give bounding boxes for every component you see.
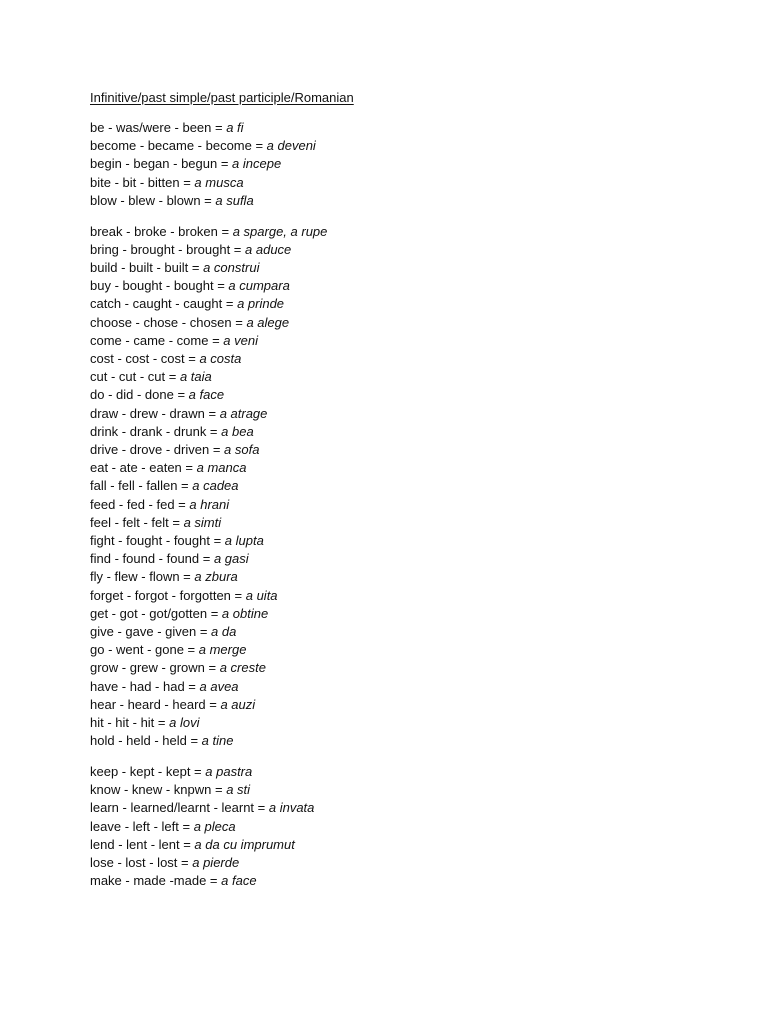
romanian-translation: a pastra	[205, 763, 253, 779]
romanian-translation: a zbura	[194, 569, 238, 585]
verb-entry	[90, 641, 730, 659]
verb-entry	[90, 459, 730, 477]
romanian-translation: a manca	[196, 460, 247, 476]
romanian-translation: a obtine	[221, 605, 269, 621]
verb-entry	[90, 119, 730, 137]
verb-entry	[90, 314, 730, 332]
romanian-translation: a da	[211, 623, 237, 639]
romanian-translation: a costa	[199, 350, 242, 366]
romanian-translation: a veni	[223, 332, 258, 348]
verb-entry	[90, 368, 730, 386]
verb-entry	[90, 155, 730, 173]
verb-forms: be - was/were - been =	[90, 120, 227, 135]
verb-entry	[90, 854, 730, 872]
verb-entry	[90, 818, 730, 836]
verb-forms: choose - chose - chosen =	[90, 314, 247, 330]
verb-forms: feed - fed - fed =	[90, 496, 190, 512]
verb-forms: feel - felt - felt =	[90, 514, 184, 530]
romanian-translation: a fi	[226, 120, 244, 135]
romanian-translation: a simti	[183, 514, 222, 530]
romanian-translation: a lovi	[169, 715, 200, 730]
romanian-translation: a auzi	[220, 696, 256, 712]
romanian-translation: a pierde	[192, 854, 240, 870]
romanian-translation: a construi	[203, 259, 260, 275]
verb-forms: hit - hit - hit =	[90, 715, 170, 730]
romanian-translation: a face	[188, 387, 225, 403]
verb-entry	[90, 678, 730, 696]
verb-forms: forget - forgot - forgotten =	[90, 587, 246, 603]
verb-forms: grow - grew - grown =	[90, 660, 220, 676]
verb-group	[90, 119, 730, 210]
verb-entry	[90, 587, 730, 605]
romanian-translation: a sufla	[215, 192, 254, 208]
verb-entry	[90, 714, 730, 732]
romanian-translation: a bea	[221, 423, 254, 439]
verb-entry	[90, 696, 730, 714]
romanian-translation: a musca	[194, 174, 244, 190]
romanian-translation: a sofa	[224, 441, 260, 457]
verb-forms: learn - learned/learnt - learnt =	[90, 800, 269, 816]
verb-forms: keep - kept - kept =	[90, 763, 206, 779]
verb-entry	[90, 836, 730, 854]
romanian-translation: a da cu imprumut	[194, 836, 295, 852]
verb-entry	[90, 763, 730, 781]
verb-entry	[90, 386, 730, 404]
verb-forms: eat - ate - eaten =	[90, 460, 197, 476]
verb-forms: bring - brought - brought =	[90, 241, 246, 257]
verb-forms: give - gave - given =	[90, 623, 212, 639]
verb-group	[90, 763, 730, 890]
verb-entry	[90, 623, 730, 641]
verb-entry	[90, 732, 730, 750]
verb-forms: go - went - gone =	[90, 642, 199, 658]
verb-forms: fight - fought - fought =	[90, 532, 225, 548]
verb-forms: do - did - done =	[90, 387, 189, 403]
verb-forms: build - built - built =	[90, 259, 204, 275]
romanian-translation: a creste	[219, 660, 266, 676]
romanian-translation: a sti	[226, 782, 251, 798]
verb-forms: drink - drank - drunk =	[90, 423, 222, 439]
verb-entry	[90, 514, 730, 532]
document-page	[90, 89, 730, 903]
romanian-translation: a incepe	[232, 156, 282, 172]
verb-forms: hold - held - held =	[90, 733, 202, 749]
verb-forms: find - found - found =	[90, 551, 214, 567]
verb-forms: lend - lent - lent =	[90, 836, 195, 852]
verb-forms: make - made -made =	[90, 873, 222, 889]
romanian-translation: a deveni	[266, 138, 316, 154]
romanian-translation: a taia	[179, 369, 212, 385]
document-title: Infinitive/past simple/past participle/Romanian	[90, 90, 354, 105]
romanian-translation: a cumpara	[228, 278, 290, 294]
verb-entry	[90, 192, 730, 210]
romanian-translation: a alege	[246, 314, 290, 330]
verb-forms: draw - drew - drawn =	[90, 405, 220, 421]
romanian-translation: a lupta	[224, 532, 264, 548]
verb-entry	[90, 568, 730, 586]
verb-entry	[90, 174, 730, 192]
romanian-translation: a cadea	[192, 478, 239, 494]
verb-forms: break - broke - broken =	[90, 223, 233, 239]
verb-entry	[90, 332, 730, 350]
romanian-translation: a face	[221, 873, 257, 889]
romanian-translation: a avea	[199, 678, 239, 694]
verb-forms: fly - flew - flown =	[90, 569, 195, 585]
verb-forms: cost - cost - cost =	[90, 350, 200, 366]
verb-forms: drive - drove - driven =	[90, 441, 225, 457]
verb-entry	[90, 223, 730, 241]
verb-forms: blow - blew - blown =	[90, 192, 216, 208]
verb-entry	[90, 441, 730, 459]
verb-forms: have - had - had =	[90, 678, 200, 694]
verb-forms: catch - caught - caught =	[90, 296, 238, 312]
romanian-translation: a hrani	[189, 496, 230, 512]
verb-entry	[90, 550, 730, 568]
verb-forms: come - came - come =	[90, 332, 224, 348]
verb-entry	[90, 605, 730, 623]
verb-forms: leave - left - left =	[90, 818, 194, 834]
romanian-translation: a tine	[201, 733, 234, 749]
romanian-translation: a merge	[198, 642, 247, 658]
verb-forms: fall - fell - fallen =	[90, 478, 193, 494]
romanian-translation: a aduce	[245, 241, 292, 257]
verb-forms: buy - bought - bought =	[90, 278, 229, 294]
verb-forms: bite - bit - bitten =	[90, 174, 195, 190]
verb-entry	[90, 477, 730, 495]
verb-entry	[90, 405, 730, 423]
romanian-translation: a invata	[268, 800, 315, 816]
verb-entry	[90, 295, 730, 313]
romanian-translation: a atrage	[219, 405, 268, 421]
verb-entry	[90, 277, 730, 295]
verb-forms: get - got - got/gotten =	[90, 605, 222, 621]
verb-entry	[90, 872, 730, 890]
verb-entry	[90, 799, 730, 817]
verb-forms: begin - began - begun =	[90, 156, 233, 172]
verb-entry	[90, 259, 730, 277]
romanian-translation: a gasi	[213, 551, 249, 567]
romanian-translation: a uita	[245, 587, 278, 603]
verb-entry	[90, 350, 730, 368]
verb-forms: hear - heard - heard =	[90, 696, 221, 712]
verb-entry	[90, 532, 730, 550]
verb-group	[90, 223, 730, 751]
verb-entry	[90, 241, 730, 259]
romanian-translation: a sparge, a rupe	[232, 223, 328, 239]
verb-forms: become - became - become =	[90, 138, 267, 154]
verb-forms: lose - lost - lost =	[90, 854, 193, 870]
verb-entry	[90, 496, 730, 514]
verb-entry	[90, 659, 730, 677]
romanian-translation: a pleca	[193, 818, 236, 834]
verb-list	[90, 119, 730, 890]
verb-entry	[90, 137, 730, 155]
verb-entry	[90, 781, 730, 799]
romanian-translation: a prinde	[237, 296, 285, 312]
verb-forms: know - knew - knpwn =	[90, 782, 227, 798]
verb-entry	[90, 423, 730, 441]
verb-forms: cut - cut - cut =	[90, 369, 180, 385]
